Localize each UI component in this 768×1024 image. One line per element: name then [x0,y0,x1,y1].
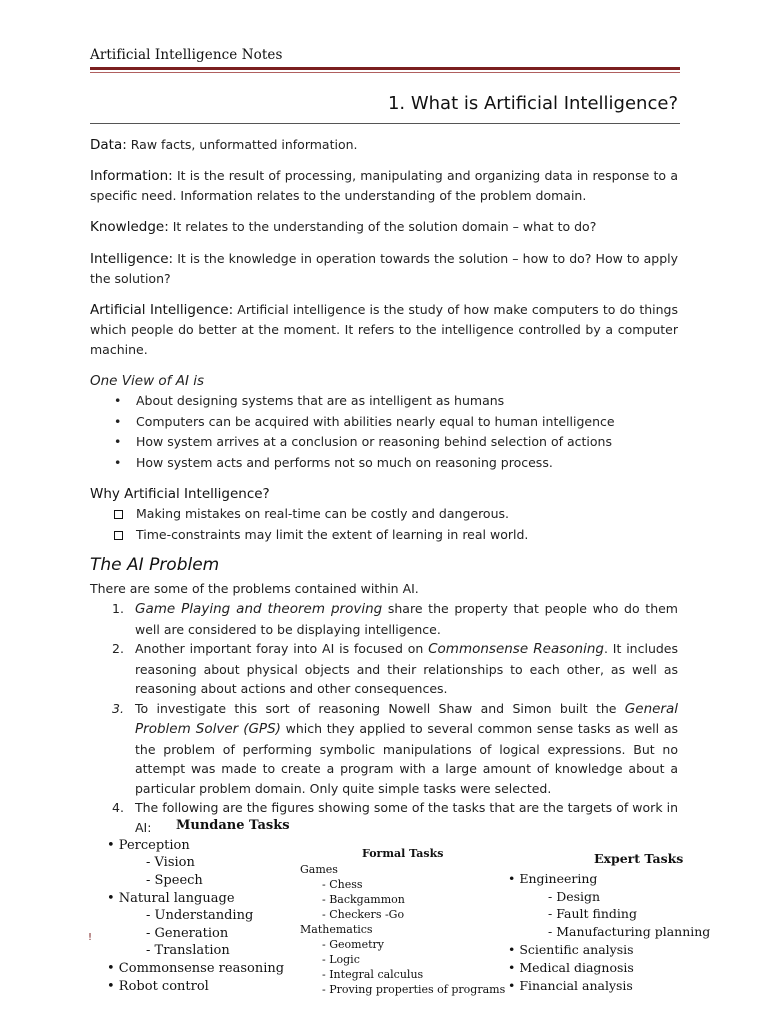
figure-line: • Medical diagnosis [508,960,634,975]
figure-line: Games [300,863,338,876]
bullet-icon: • [114,393,122,408]
figure-line: - Vision [146,855,195,870]
figure-line: - Backgammon [322,893,405,906]
definition-term: Knowledge: [90,219,169,235]
figure-line: - Generation [146,926,229,941]
header-rule-thin [90,72,680,73]
figure-line: - Fault finding [548,906,637,921]
definition-intelligence [90,249,678,289]
why-ai-label: Why Artificial Intelligence? [90,486,270,502]
list-item: 3. To investigate this sort of reasoning Nowell Shaw and Simon built the General Problem Solver (GPS) which they applied to several common sense tasks as well as the problem of performing symbolic manipulations of logical expressions. But no attempt was made to create a program with a large amount of knowledge about a particular problem domain. Only quite simple tasks were selected. [112,700,678,796]
list-number: 3. [112,700,124,716]
ai-problem-section [90,579,678,837]
list-item: • How system acts and performs not so much on reasoning process. [90,453,678,474]
list-item: Making mistakes on real-time can be costly and dangerous. [90,504,678,525]
figure-line: - Design [548,889,601,904]
list-item: • Computers can be acquired with abilities nearly equal to human intelligence [90,412,678,433]
figure-formal-tasks [300,847,506,1002]
one-view-section [90,371,678,473]
figure-line: - Geometry [322,938,384,951]
figure-line: - Manufacturing planning [548,924,711,939]
definition-term: Intelligence: [90,251,174,267]
section-heading: The AI Problem [90,555,220,575]
figure-line: • Financial analysis [508,978,633,993]
running-header: Artificial Intelligence Notes [90,47,283,63]
definition-text: Artificial intelligence is the study of how make computers to do things which people do better at the moment. It refers to the intelligence controlled by a computer machine. [90,302,678,357]
figure-line: - Chess [322,878,363,891]
figure-line: • Natural language [107,891,235,906]
margin-mark: ! [88,932,93,943]
figure-expert-tasks [508,851,711,999]
figure-line: - Translation [146,943,230,958]
definition-artificial-intelligence [90,300,678,360]
figure-line: • Robot control [107,979,209,994]
figure-title: Expert Tasks [594,851,684,866]
definition-term: Data: [90,137,127,153]
definition-knowledge [90,217,678,237]
figure-line: Mathematics [300,923,373,936]
figure-line: - Understanding [146,908,254,923]
figure-line: - Proving properties of programs [322,983,506,996]
definition-text: It is the result of processing, manipulating and organizing data in response to a specific need. Information relates to the understanding of the problem domain. [90,168,678,203]
figure-title: Mundane Tasks [176,818,290,833]
figure-line: - Logic [322,953,360,966]
list-number: 2. [112,641,124,656]
list-item: • How system arrives at a conclusion or reasoning behind selection of actions [90,432,678,453]
bullet-icon: • [114,454,122,470]
figure-line: • Commonsense reasoning [107,961,285,976]
list-item: 4. The following are the figures showing some of the tasks that are the targets of work in AI: [112,800,678,835]
definition-data [90,135,678,155]
chapter-rule [90,123,680,124]
list-number: 1. [112,601,124,616]
why-ai-list [90,504,678,545]
list-item: 2. Another important foray into AI is focused on Commonsense Reasoning. It includes reasoning about physical objects and their relationships to each other, as well as reasoning about actions and other consequences. [112,641,679,696]
figure-line: - Speech [146,873,203,888]
list-number: 4. [112,800,124,815]
figure-line: • Perception [107,838,190,853]
definition-information [90,166,678,206]
one-view-label: One View of AI is [90,373,204,389]
definition-term: Artificial Intelligence: [90,302,234,318]
checkbox-bullet-icon [114,531,123,540]
one-view-list [90,391,678,473]
figure-line: - Checkers -Go [322,908,405,921]
why-ai-section [90,484,678,545]
header-rule [90,67,680,70]
figure-mundane-tasks [102,818,292,998]
chapter-title: 1. What is Artificial Intelligence? [387,93,678,114]
bullet-icon: • [114,434,122,449]
figure-line: • Scientific analysis [508,942,634,957]
list-item: 1. Game Playing and theorem proving share the property that people who do them well are considered to be displaying intelligence. [112,601,678,637]
definition-text: Raw facts, unformatted information. [126,137,358,152]
figure-title: Formal Tasks [362,847,444,860]
checkbox-bullet-icon [114,510,123,519]
list-item: Time-constraints may limit the extent of learning in real world. [90,525,678,546]
definition-text: It is the knowledge in operation towards the solution – how to do? How to apply the solution? [90,251,678,286]
bullet-icon: • [114,413,122,429]
figure-line: • Engineering [508,871,598,886]
ai-problem-intro: There are some of the problems contained within AI. [90,581,419,596]
definition-text: It relates to the understanding of the solution domain – what to do? [168,219,597,234]
list-item: • About designing systems that are as intelligent as humans [90,391,678,412]
figure-line: - Integral calculus [322,968,424,981]
definition-term: Information: [90,168,173,184]
ai-problem-list [90,599,678,837]
